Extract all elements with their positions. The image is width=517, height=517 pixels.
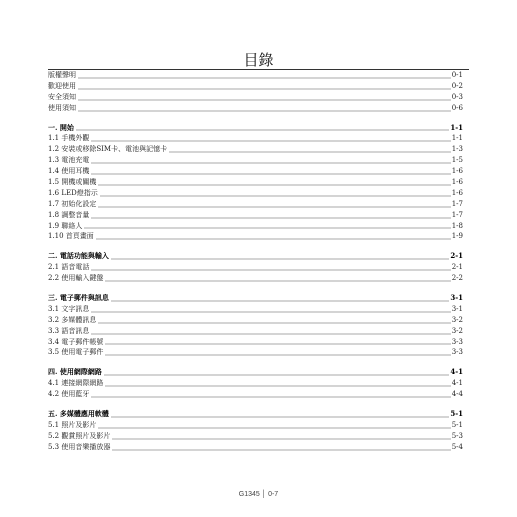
toc-entry-label: 5.1 照片及影片 [48,420,97,429]
toc-entry-label: 3.2 多媒體訊息 [48,315,97,324]
toc-entry-row[interactable] [48,273,463,284]
toc-page-number: 1-1 [451,134,463,143]
toc-page-number: 0-1 [451,70,463,79]
toc-page-number: 5-3 [451,431,463,440]
dot-leader [91,332,450,335]
toc-entry-row[interactable] [48,144,463,155]
dot-leader [112,437,450,440]
toc-chapter-row[interactable] [48,123,463,134]
toc-page-number: 3-1 [450,293,463,303]
toc-page-number: 1-9 [451,232,463,241]
toc-entry-label: 1.3 電池充電 [48,156,90,165]
toc-page-number: 5-4 [451,442,463,451]
toc-page-number: 1-6 [451,178,463,186]
toc-page-number: 5-1 [451,420,463,429]
toc-page-number: 1-6 [451,167,463,176]
toc-page-number: 3-3 [451,348,463,357]
dot-leader [98,205,450,208]
toc-entry-label: 2.1 語音電話 [48,263,90,272]
toc-entry-label: 4.1 連接網際網路 [48,379,104,388]
toc-page-number: 2-2 [451,274,463,283]
toc-entry-row[interactable] [48,315,463,326]
dot-leader [78,76,451,79]
dot-leader [91,268,450,271]
toc-page-number: 2-1 [451,263,463,272]
dot-leader [100,194,451,197]
section-gap [48,114,463,123]
toc-entry-label: 1.10 首頁畫面 [48,232,94,241]
dot-leader [98,321,450,324]
toc-entry-row[interactable] [48,221,463,232]
toc-entry-row[interactable] [48,70,463,81]
toc-page-number: 4-4 [451,390,463,399]
toc-entry-label: 4.2 使用藍牙 [48,390,90,399]
toc-page-number: 4-1 [450,367,463,377]
toc-entry-row[interactable] [48,210,463,221]
toc-entry-row[interactable] [48,262,463,273]
page-footer: G1345 │ 0-7 [238,491,279,498]
toc-page-number: 1-1 [450,122,463,132]
toc-entry-label: 1.8 調整音量 [48,210,90,219]
toc-entry-label: 2.2 使用輸入鍵盤 [48,274,104,283]
dot-leader [91,216,450,219]
dot-leader [98,183,450,186]
toc-entry-row[interactable] [48,304,463,315]
toc-entry-label: 5.2 觀賞照片及影片 [48,431,111,440]
toc-entry-label: 1.7 初始化設定 [48,199,97,208]
section-gap [48,242,463,251]
dot-leader [91,310,450,313]
toc-page-number: 3-2 [451,315,463,324]
toc-page-number: 1-7 [451,210,463,219]
dot-leader [105,384,450,387]
toc-page-number: 5-1 [450,409,463,419]
toc-entry-row[interactable] [48,133,463,144]
dot-leader [96,237,451,240]
toc-entry-label: 三. 電子郵件與訊息 [48,293,109,303]
dot-leader [104,373,449,376]
toc-entry-label: 一. 開始 [48,122,74,132]
toc-entry-row[interactable] [48,337,463,348]
toc-entry-label: 版權聲明 [48,70,76,79]
toc-entry-row[interactable] [48,231,463,242]
dot-leader [112,448,450,451]
dot-leader [91,395,450,398]
dot-leader [111,299,449,302]
section-gap [48,358,463,367]
table-of-contents [48,70,463,453]
toc-page-number: 0-3 [451,92,463,101]
toc-entry-label: 3.1 文字訊息 [48,304,90,313]
toc-page-number: 2-1 [450,251,463,261]
dot-leader [105,279,450,282]
toc-entry-row[interactable] [48,199,463,210]
toc-entry-row[interactable] [48,81,463,92]
dot-leader [111,257,449,260]
toc-page-number: 1-6 [451,188,463,197]
toc-entry-label: 1.9 聯絡人 [48,221,83,230]
dot-leader [78,109,451,112]
dot-leader [169,150,451,153]
toc-entry-row[interactable] [48,420,463,431]
dot-leader [84,226,450,229]
toc-entry-label: 3.3 語音訊息 [48,326,90,335]
toc-entry-label: 1.2 安裝或移除SIM卡、電池與記憶卡 [48,145,168,154]
toc-chapter-row[interactable] [48,251,463,262]
toc-page-number: 1-3 [451,145,463,154]
toc-entry-row[interactable] [48,177,463,188]
dot-leader [111,415,449,418]
toc-page-number: 1-7 [451,199,463,208]
toc-entry-label: 二. 電話功能與輸入 [48,251,109,261]
toc-entry-label: 5.3 使用音樂播放器 [48,442,111,451]
dot-leader [76,128,449,131]
toc-entry-label: 安全須知 [48,92,76,101]
dot-leader [98,426,450,429]
toc-entry-row[interactable] [48,92,463,103]
toc-page-number: 0-2 [451,81,463,90]
toc-chapter-row[interactable] [48,293,463,304]
dot-leader [91,161,450,164]
page-title: 目錄 [243,51,274,69]
toc-page-number: 1-8 [451,221,463,230]
toc-entry-label: 五. 多媒體應用軟體 [48,409,109,419]
toc-entry-row[interactable] [48,442,463,453]
toc-page-number: 0-6 [451,103,463,112]
toc-entry-label: 1.6 LED燈指示 [48,188,98,197]
toc-entry-label: 3.4 電子郵件帳號 [48,337,104,346]
toc-entry-row[interactable] [48,188,463,199]
toc-page-number: 3-2 [451,326,463,335]
toc-entry-label: 歡迎使用 [48,81,76,90]
section-gap [48,284,463,293]
dot-leader [91,172,450,175]
dot-leader [91,139,450,142]
toc-entry-row[interactable] [48,347,463,358]
toc-entry-row[interactable] [48,155,463,166]
toc-chapter-row[interactable] [48,367,463,378]
dot-leader [105,342,450,345]
toc-entry-row[interactable] [48,378,463,389]
toc-page-number: 3-1 [451,304,463,313]
toc-entry-label: 1.4 使用耳機 [48,167,90,176]
toc-page-number: 1-5 [451,156,463,165]
toc-entry-label: 1.5 開機或關機 [48,178,97,186]
toc-entry-row[interactable] [48,326,463,337]
toc-entry-row[interactable] [48,103,463,114]
dot-leader [78,98,451,101]
toc-entry-label: 使用須知 [48,103,76,112]
toc-entry-label: 四. 使用網際網路 [48,367,102,377]
toc-entry-label: 1.1 手機外觀 [48,134,90,143]
toc-entry-row[interactable] [48,166,463,177]
toc-page-number: 4-1 [451,379,463,388]
section-gap [48,400,463,409]
dot-leader [78,87,451,90]
dot-leader [105,353,450,356]
toc-entry-label: 3.5 使用電子郵件 [48,348,104,357]
toc-chapter-row[interactable] [48,409,463,420]
toc-entry-row[interactable] [48,431,463,442]
toc-entry-row[interactable] [48,389,463,400]
toc-page-number: 3-3 [451,337,463,346]
